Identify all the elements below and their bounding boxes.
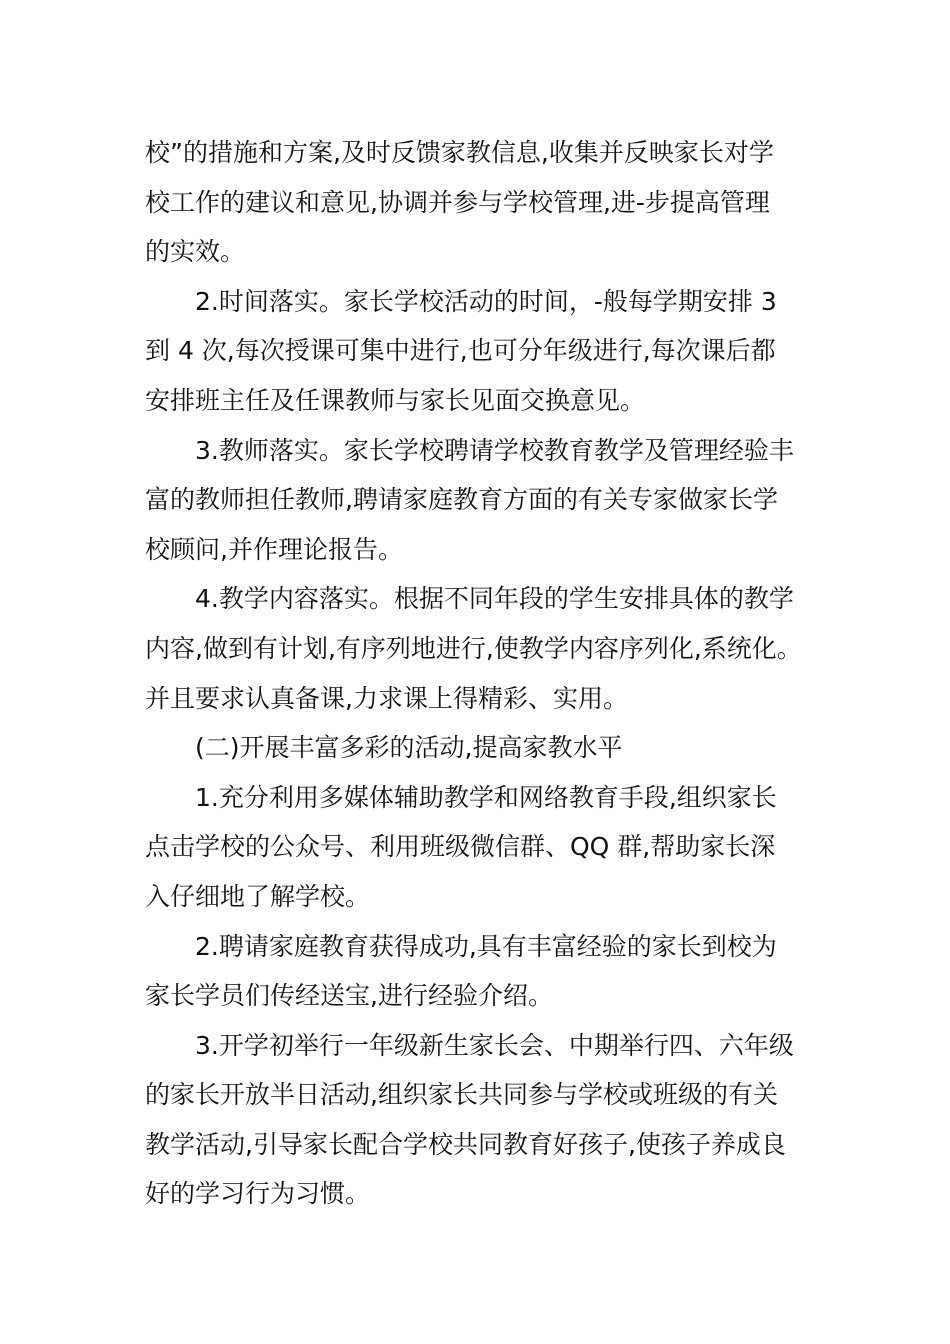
text-line: 的家长开放半日活动,组织家长共同参与学校或班级的有关 <box>145 1080 778 1110</box>
text-line: 教学活动,引导家长配合学校共同教育好孩子,使孩子养成良 <box>145 1129 786 1159</box>
text-line: 家长学员们传经送宝,进行经验介绍。 <box>145 981 553 1011</box>
text-line: 校顾问,并作理论报告。 <box>145 534 403 564</box>
text-line: 的实效。 <box>145 237 246 267</box>
text-line: 点击学校的公众号、利用班级微信群、QQ 群,帮助家长深 <box>145 832 776 862</box>
text-line: 安排班主任及任课教师与家长见面交换意见。 <box>145 385 646 415</box>
text-line: 内容,做到有计划,有序列地进行,使教学内容序列化,系统化。 <box>145 633 802 663</box>
paragraph-start-line: 3.开学初举行一年级新生家长会、中期举行四、六年级 <box>195 1030 794 1060</box>
text-line: 校”的措施和方案,及时反馈家教信息,收集并反映家长对学 <box>145 138 774 167</box>
section-heading: (二)开展丰富多彩的活动,提高家教水平 <box>195 733 623 763</box>
text-line: 到 4 次,每次授课可集中进行,也可分年级进行,每次课后都 <box>145 336 776 366</box>
text-line: 并且要求认真备课,力求课上得精彩、实用。 <box>145 683 628 713</box>
text-line: 入仔细地了解学校。 <box>145 881 371 911</box>
text-line: 富的教师担任教师,聘请家庭教育方面的有关专家做家长学 <box>145 485 778 515</box>
paragraph-start-line: 1.充分利用多媒体辅助教学和网络教育手段,组织家长 <box>195 782 777 812</box>
text-line: 校工作的建议和意见,协调并参与学校管理,进-步提高管理 <box>145 187 770 217</box>
body-text <box>145 128 815 1219</box>
text-line: 好的学习行为习惯。 <box>145 1179 371 1209</box>
paragraph-start-line: 3.教师落实。家长学校聘请学校教育教学及管理经验丰 <box>195 435 794 465</box>
paragraph-start-line: 2.聘请家庭教育获得成功,具有丰富经验的家长到校为 <box>195 931 777 961</box>
paragraph-start-line: 2.时间落实。家长学校活动的时间，-般每学期安排 3 <box>195 286 777 316</box>
paragraph-start-line: 4.教学内容落实。根据不同年段的学生安排具体的教学 <box>195 584 794 614</box>
